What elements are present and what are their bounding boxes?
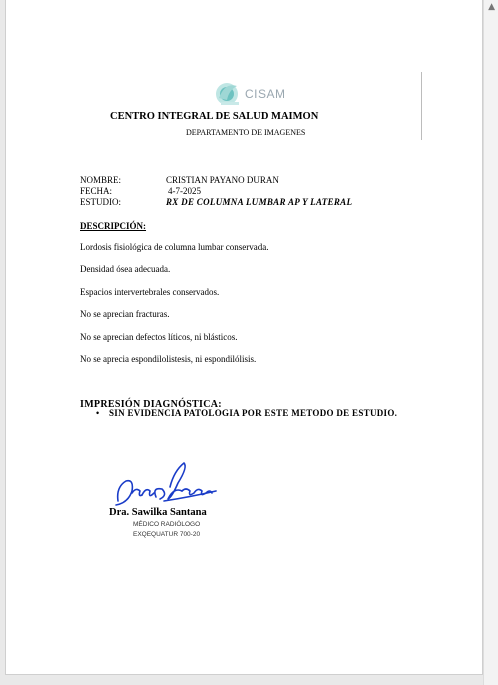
description-heading: DESCRIPCIÓN: bbox=[80, 221, 147, 231]
organization-name: CENTRO INTEGRAL DE SALUD MAIMON bbox=[110, 111, 319, 122]
finding-item: No se aprecian fracturas. bbox=[80, 309, 170, 319]
patient-name-value: CRISTIAN PAYANO DURAN bbox=[166, 175, 279, 185]
bullet-icon: • bbox=[96, 408, 100, 418]
header-divider bbox=[421, 72, 422, 140]
impression-heading: IMPRESIÓN DIAGNÓSTICA: bbox=[80, 399, 222, 410]
clinic-logo-icon bbox=[213, 78, 245, 108]
logo-wordmark: CISAM bbox=[245, 87, 286, 101]
doctor-license: EXQEQUATUR 700-20 bbox=[133, 531, 201, 538]
finding-item: No se aprecian defectos líticos, ni blásticos. bbox=[80, 332, 238, 342]
document-page bbox=[6, 0, 482, 674]
finding-item: Espacios intervertebrales conservados. bbox=[80, 287, 220, 297]
impression-text: SIN EVIDENCIA PATOLOGIA POR ESTE METODO DE ESTUDIO. bbox=[109, 408, 398, 418]
clinic-logo bbox=[213, 78, 288, 108]
doctor-title: MÉDICO RADIÓLOGO bbox=[133, 521, 201, 528]
vertical-scrollbar[interactable] bbox=[483, 0, 498, 685]
study-label: ESTUDIO: bbox=[80, 197, 121, 207]
date-value: 4-7-2025 bbox=[168, 186, 201, 196]
date-label: FECHA: bbox=[80, 186, 113, 196]
study-value: RX DE COLUMNA LUMBAR AP Y LATERAL bbox=[166, 197, 353, 207]
finding-item: Densidad ósea adecuada. bbox=[80, 264, 171, 274]
doctor-name: Dra. Sawilka Santana bbox=[109, 507, 207, 518]
patient-name-label: NOMBRE: bbox=[80, 175, 122, 185]
scroll-up-icon[interactable]: ▲ bbox=[488, 2, 495, 12]
handwritten-signature bbox=[112, 457, 222, 512]
department-name: DEPARTAMENTO DE IMAGENES bbox=[186, 128, 306, 137]
finding-item: No se aprecia espondilolistesis, ni espondilólisis. bbox=[80, 354, 257, 364]
impression-item bbox=[96, 408, 397, 418]
finding-item: Lordosis fisiológica de columna lumbar conservada. bbox=[80, 242, 269, 252]
